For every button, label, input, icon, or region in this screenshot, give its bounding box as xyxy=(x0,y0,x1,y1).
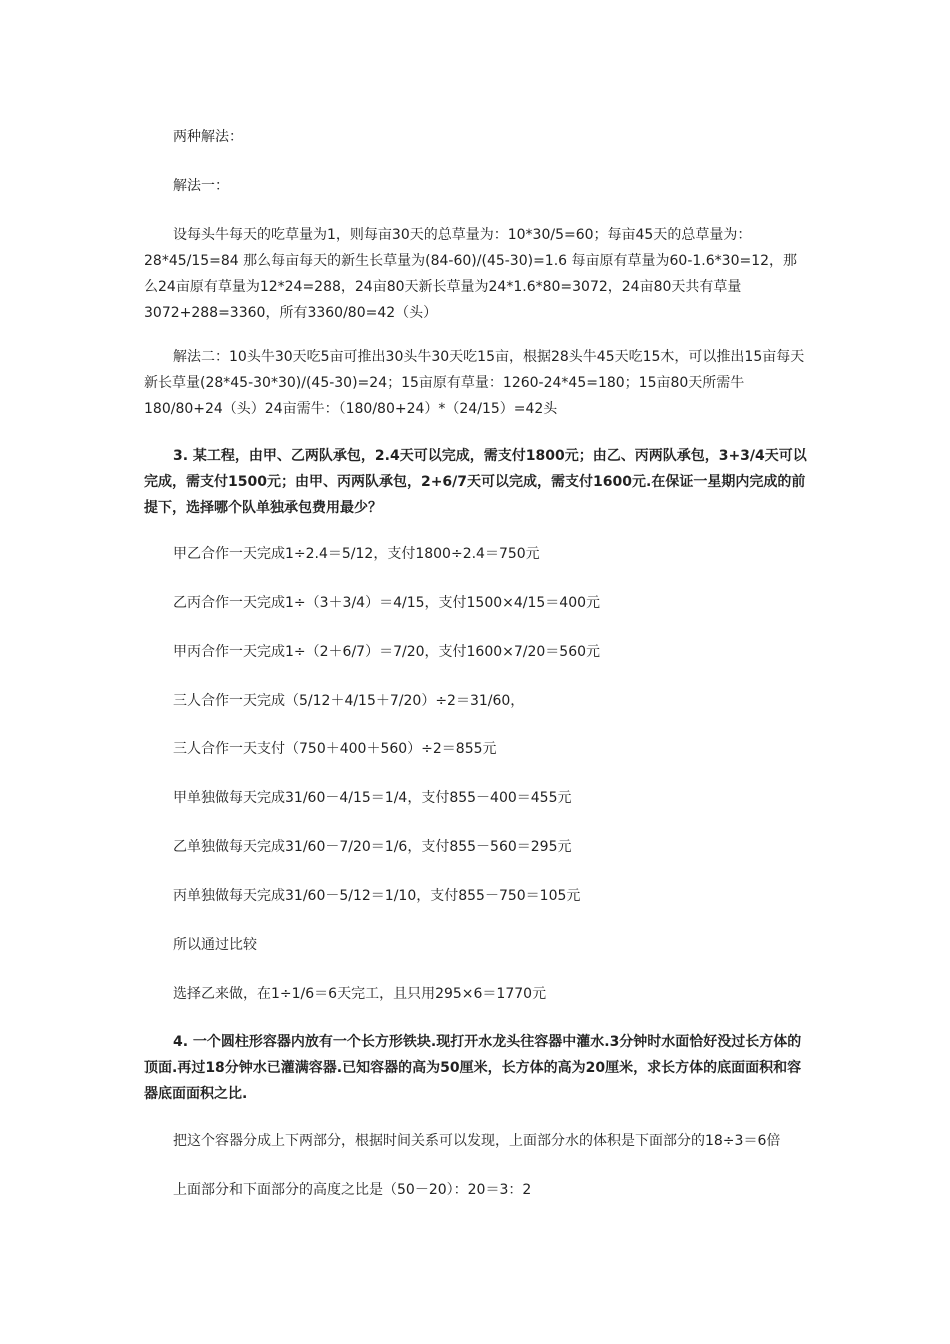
answer-line-yi-bing: 乙丙合作一天完成1÷（3＋3/4）＝4/15，支付1500×4/15＝400元 xyxy=(173,595,601,611)
problem-4-answer-line-1: 把这个容器分成上下两部分，根据时间关系可以发现，上面部分水的体积是下面部分的18÷3＝6倍 xyxy=(173,1133,781,1149)
problem-4-statement: 4. 一个圆柱形容器内放有一个长方形铁块.现打开水龙头往容器中灌水.3分钟时水面恰好没过长方体的顶面.再过18分钟水已灌满容器.已知容器的高为50厘米，长方体的高为20厘米，求长方体的底面面积和容器底面面积之比. xyxy=(144,1034,802,1102)
answer-line-bing-alone: 丙单独做每天完成31/60－5/12＝1/10，支付855－750＝105元 xyxy=(173,888,581,904)
solution-two-paragraph: 解法二：10头牛30天吃5亩可推出30头牛30天吃15亩，根据28头牛45天吃15木，可以推出15亩每天新长草量(28*45-30*30)/(45-30)=24；15亩原有草量：1260-24*45=180；15亩80天所需牛180/80+24（头）24亩需牛：（180/80+24）*（24/15）=42头 xyxy=(144,349,805,417)
answer-line-jia-alone: 甲单独做每天完成31/60－4/15＝1/4，支付855－400＝455元 xyxy=(173,790,572,806)
problem-4-answer-line-2: 上面部分和下面部分的高度之比是（50－20）：20＝3：2 xyxy=(173,1182,532,1198)
problem-3-statement: 3. 某工程，由甲、乙两队承包，2.4天可以完成，需支付1800元；由乙、丙两队承包，3+3/4天可以完成，需支付1500元；由甲、丙两队承包，2+6/7天可以完成，需支付1600元.在保证一星期内完成的前提下，选择哪个队单独承包费用最少？ xyxy=(144,448,807,516)
answer-line-three-pay: 三人合作一天支付（750＋400＋560）÷2＝855元 xyxy=(173,741,497,757)
heading-solution-one: 解法一： xyxy=(173,178,229,194)
answer-line-jia-bing: 甲丙合作一天完成1÷（2＋6/7）＝7/20，支付1600×7/20＝560元 xyxy=(173,644,601,660)
solution-one-paragraph: 设每头牛每天的吃草量为1，则每亩30天的总草量为：10*30/5=60；每亩45天的总草量为：28*45/15=84 那么每亩每天的新生长草量为(84-60)/(45-30)=1.6 每亩原有草量为60-1.6*30=12，那么24亩原有草量为12*24=288，24亩80天新长草量为24*1.6*80=3072，24亩80天共有草量3072+288=3360，所有3360/80=42（头） xyxy=(144,227,798,321)
answer-line-three-complete: 三人合作一天完成（5/12＋4/15＋7/20）÷2＝31/60， xyxy=(173,693,525,709)
answer-line-compare: 所以通过比较 xyxy=(173,937,257,953)
answer-line-conclusion: 选择乙来做，在1÷1/6＝6天完工，且只用295×6＝1770元 xyxy=(173,986,547,1002)
heading-two-solutions: 两种解法： xyxy=(173,129,243,145)
answer-line-yi-alone: 乙单独做每天完成31/60－7/20＝1/6，支付855－560＝295元 xyxy=(173,839,572,855)
answer-line-jia-yi: 甲乙合作一天完成1÷2.4＝5/12，支付1800÷2.4＝750元 xyxy=(173,546,540,562)
